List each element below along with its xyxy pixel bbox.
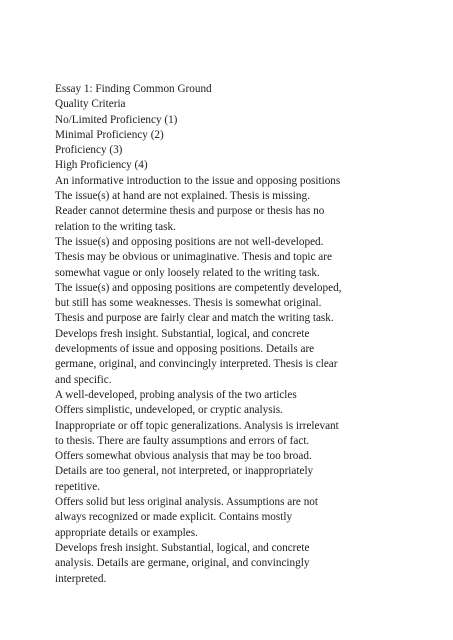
text-line: Offers simplistic, undeveloped, or cryptic analysis. <box>55 404 283 417</box>
text-line: analysis. Details are germane, original, and convincingly <box>55 557 310 570</box>
text-line: Thesis and purpose are fairly clear and match the writing task. <box>55 312 334 325</box>
text-line: repetitive. <box>55 480 101 493</box>
text-line: An informative introduction to the issue and opposing positions <box>55 174 341 187</box>
document-body <box>55 82 435 587</box>
text-line: Proficiency (3) <box>55 144 123 157</box>
text-line: to thesis. There are faulty assumptions and errors of fact. <box>55 434 310 447</box>
text-line: High Proficiency (4) <box>55 159 148 172</box>
text-line: developments of issue and opposing positions. Details are <box>55 343 315 356</box>
text-line: Offers somewhat obvious analysis that may be too broad. <box>55 450 312 463</box>
text-line: Develops fresh insight. Substantial, logical, and concrete <box>55 327 310 340</box>
text-line: Minimal Proficiency (2) <box>55 128 164 141</box>
document-text-lines <box>55 97 435 587</box>
text-line: appropriate details or examples. <box>55 526 198 539</box>
text-line: Reader cannot determine thesis and purpose or thesis has no <box>55 205 325 218</box>
text-line: Thesis may be obvious or unimaginative. Thesis and topic are <box>55 251 332 264</box>
text-line: The issue(s) and opposing positions are not well-developed. <box>55 235 324 248</box>
text-line: Develops fresh insight. Substantial, logical, and concrete <box>55 541 310 554</box>
text-line: always recognized or made explicit. Contains mostly <box>55 511 293 524</box>
text-line: but still has some weaknesses. Thesis is somewhat original. <box>55 297 322 310</box>
text-line: No/Limited Proficiency (1) <box>55 113 178 126</box>
text-line: germane, original, and convincingly interpreted. Thesis is clear <box>55 358 338 371</box>
text-line: Inappropriate or off topic generalizations. Analysis is irrelevant <box>55 419 339 432</box>
text-line: and specific. <box>55 373 112 386</box>
text-line: The issue(s) and opposing positions are competently developed, <box>55 281 342 294</box>
text-line: The issue(s) at hand are not explained. Thesis is missing. <box>55 190 310 203</box>
text-line: relation to the writing task. <box>55 220 176 233</box>
text-line: Offers solid but less original analysis. Assumptions are not <box>55 496 318 509</box>
text-line: somewhat vague or only loosely related to the writing task. <box>55 266 320 279</box>
text-line: Details are too general, not interpreted, or inappropriately <box>55 465 314 478</box>
document-title: Essay 1: Finding Common Ground <box>55 83 212 95</box>
text-line: Quality Criteria <box>55 98 126 111</box>
text-line: interpreted. <box>55 572 107 585</box>
text-line: A well-developed, probing analysis of the two articles <box>55 388 297 401</box>
